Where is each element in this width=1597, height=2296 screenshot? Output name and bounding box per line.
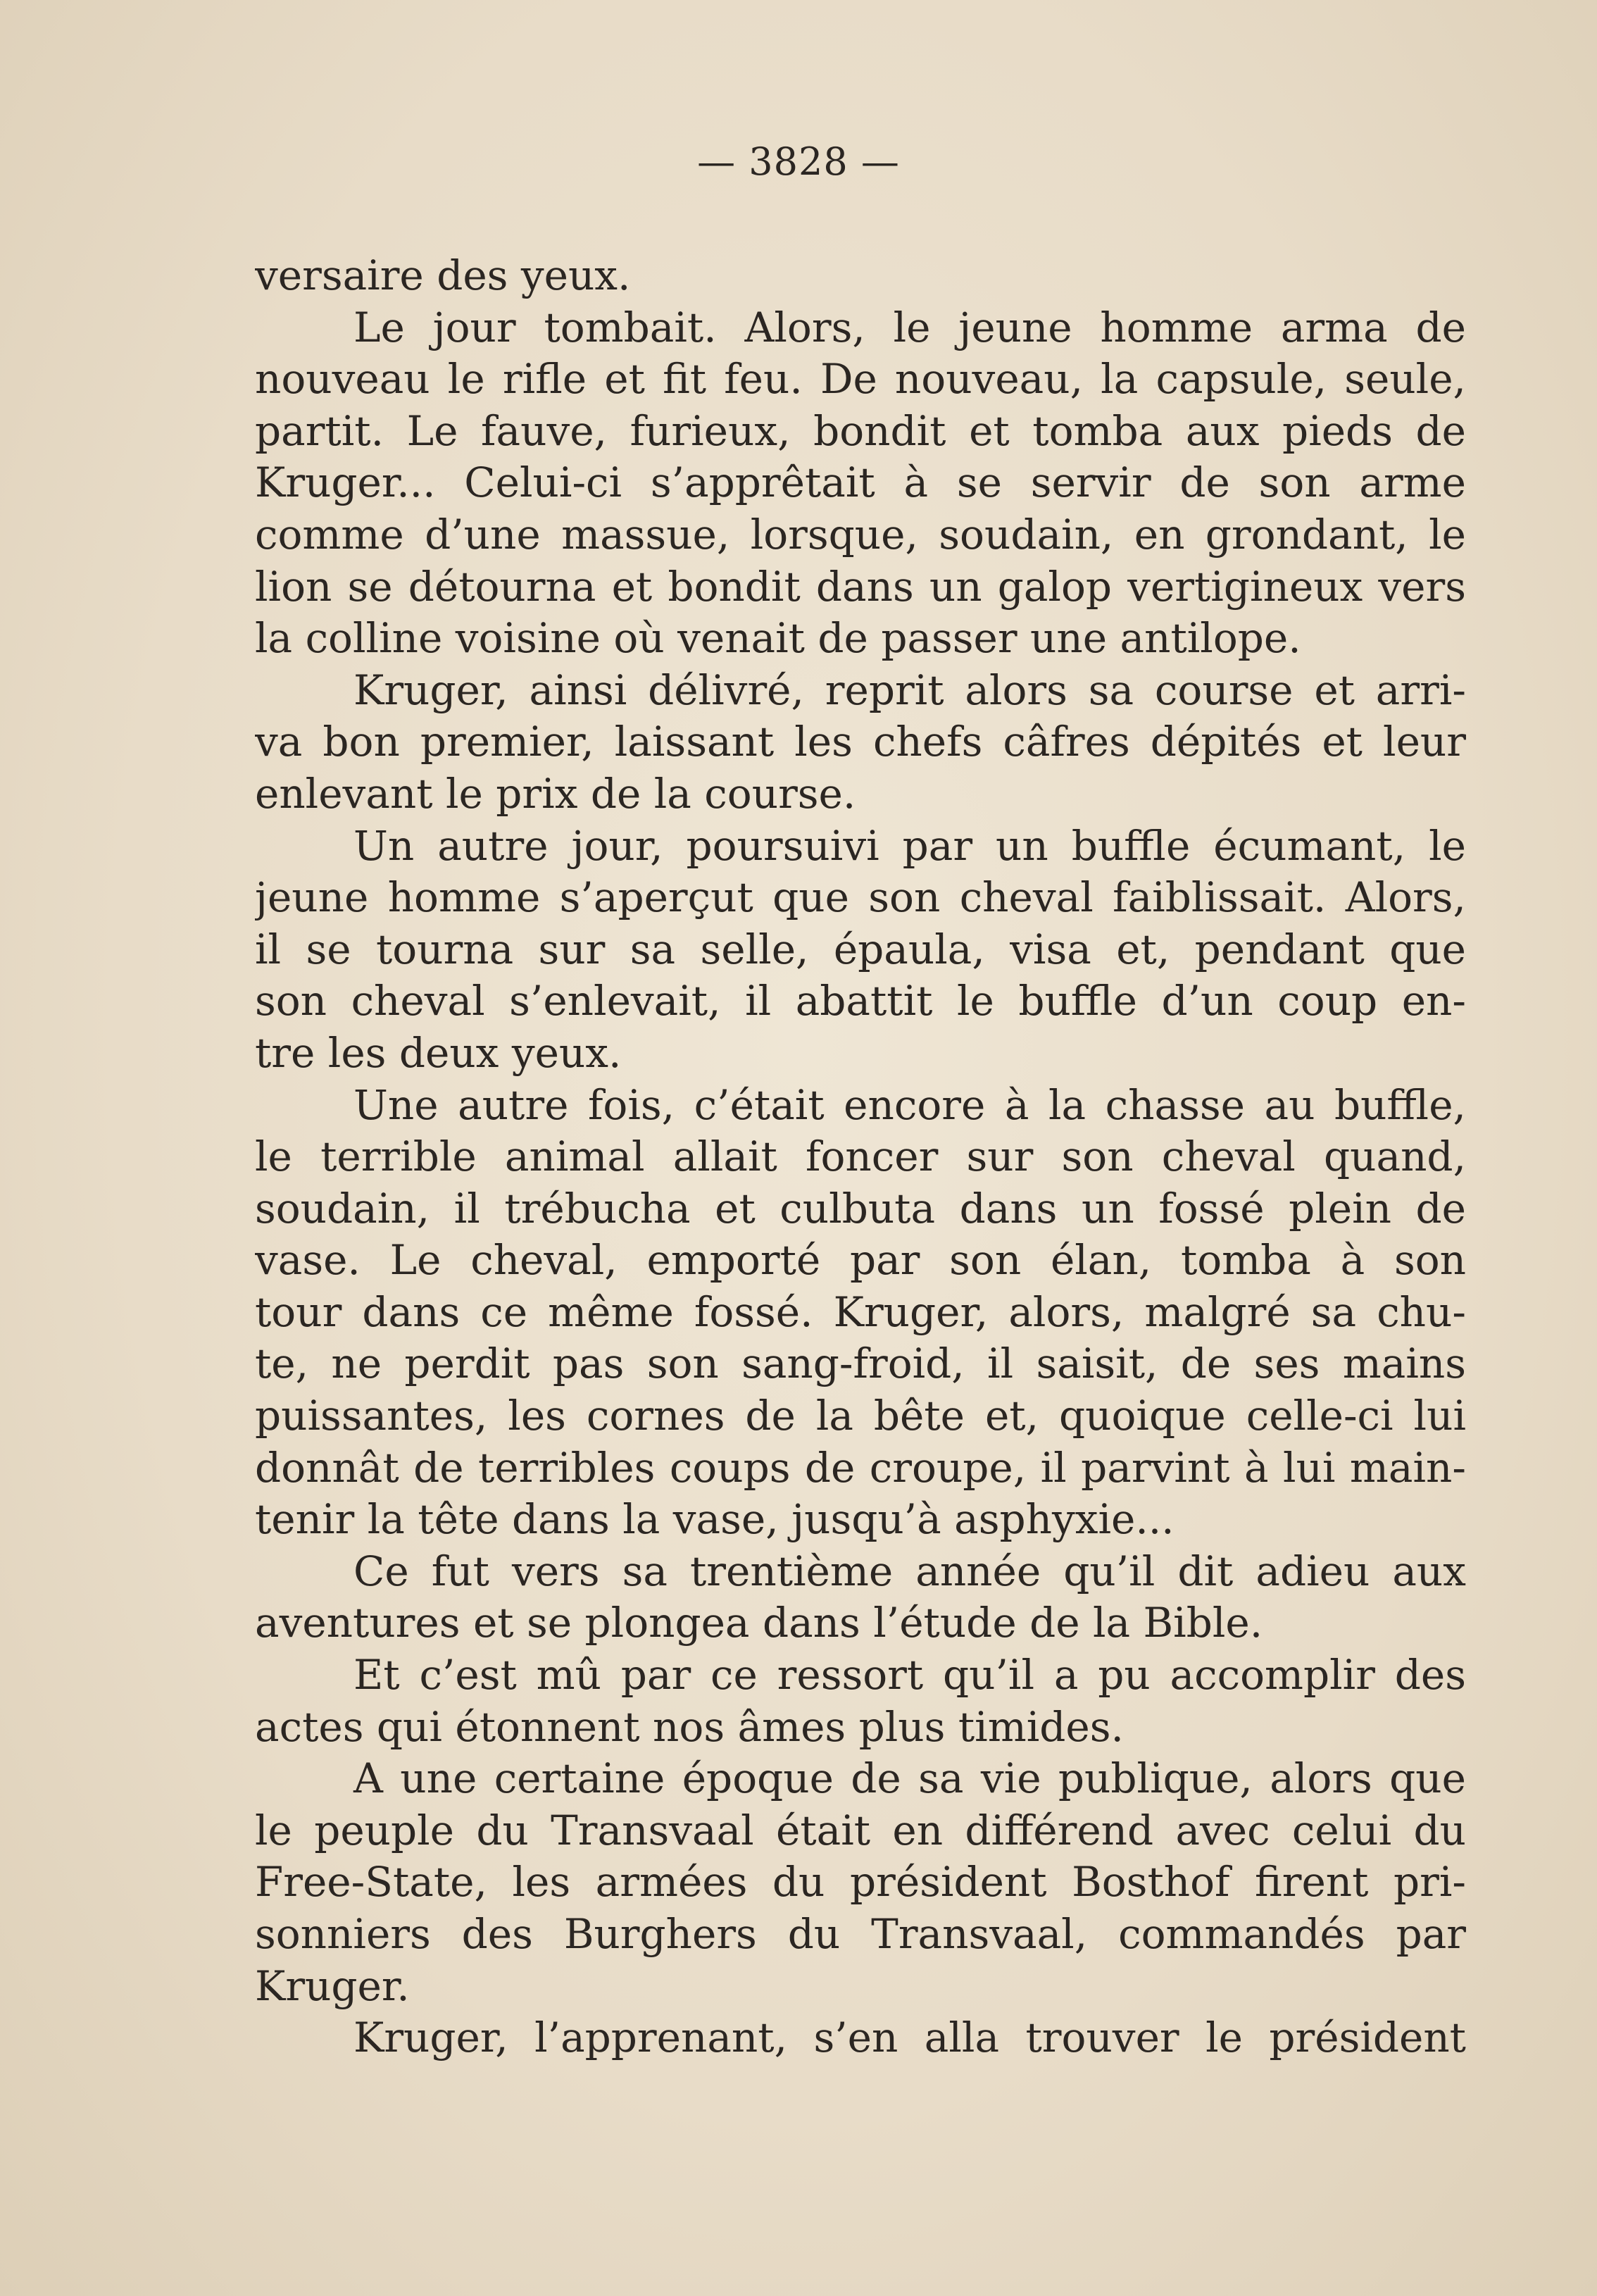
text-line: actes qui étonnent nos âmes plus timides. [255, 1702, 1124, 1751]
text-line: te, ne perdit pas son sang-froid, il saisit, de ses mains [255, 1340, 1466, 1388]
text-line: tenir la tête dans la vase, jusqu’à asphyxie... [255, 1495, 1175, 1544]
text-line: Et c’est mû par ce ressort qu’il a pu accomplir des [353, 1651, 1466, 1699]
text-line: le peuple du Transvaal était en différend avec celui du [255, 1806, 1466, 1854]
text-line: Kruger. [255, 1961, 410, 2010]
text-line: aventures et se plongea dans l’étude de la Bible. [255, 1599, 1263, 1647]
text-line: Une autre fois, c’était encore à la chasse au buffle, [353, 1080, 1466, 1129]
text-line: Kruger, ainsi délivré, reprit alors sa course et arri- [353, 666, 1466, 714]
body-text [255, 250, 1466, 2064]
text-line: Kruger... Celui-ci s’apprêtait à se servir de son arme [255, 458, 1466, 507]
text-line: sonniers des Burghers du Transvaal, commandés par [255, 1910, 1466, 1958]
text-line: puissantes, les cornes de la bête et, quoique celle-ci lui [255, 1392, 1466, 1440]
text-line: Un autre jour, poursuivi par un buffle écumant, le [353, 821, 1466, 870]
text-line: va bon premier, laissant les chefs câfres dépités et leur [255, 718, 1466, 766]
text-line: son cheval s’enlevait, il abattit le buffle d’un coup en- [255, 977, 1466, 1025]
text-line: donnât de terribles coups de croupe, il parvint à lui main- [255, 1443, 1466, 1492]
text-line: jeune homme s’aperçut que son cheval faiblissait. Alors, [255, 873, 1466, 922]
text-line: vase. Le cheval, emporté par son élan, tomba à son [255, 1236, 1466, 1285]
text-line: versaire des yeux. [255, 251, 631, 299]
page-number: — 3828 — [697, 139, 900, 184]
text-line: comme d’une massue, lorsque, soudain, en grondant, le [255, 510, 1466, 559]
text-line: Le jour tombait. Alors, le jeune homme arma de [353, 303, 1466, 351]
text-line: nouveau le rifle et fit feu. De nouveau, la capsule, seule, [255, 355, 1466, 404]
text-line: le terrible animal allait foncer sur son cheval quand, [255, 1133, 1466, 1181]
text-line: tour dans ce même fossé. Kruger, alors, malgré sa chu- [255, 1287, 1466, 1336]
text-line: A une certaine époque de sa vie publique, alors que [353, 1754, 1466, 1803]
text-line: Ce fut vers sa trentième année qu’il dit adieu aux [353, 1547, 1466, 1595]
text-line: enlevant le prix de la course. [255, 769, 856, 818]
text-line: partit. Le fauve, furieux, bondit et tomba aux pieds de [255, 406, 1466, 455]
text-line: tre les deux yeux. [255, 1028, 622, 1077]
text-line: la colline voisine où venait de passer une antilope. [255, 614, 1301, 663]
text-line: soudain, il trébucha et culbuta dans un fossé plein de [255, 1184, 1466, 1233]
text-line: lion se détourna et bondit dans un galop vertigineux vers [255, 562, 1466, 611]
text-line: il se tourna sur sa selle, épaula, visa et, pendant que [255, 925, 1466, 973]
text-line: Free-State, les armées du président Bosthof firent pri- [255, 1858, 1466, 1907]
text-line: Kruger, l’apprenant, s’en alla trouver le président [353, 2014, 1466, 2062]
